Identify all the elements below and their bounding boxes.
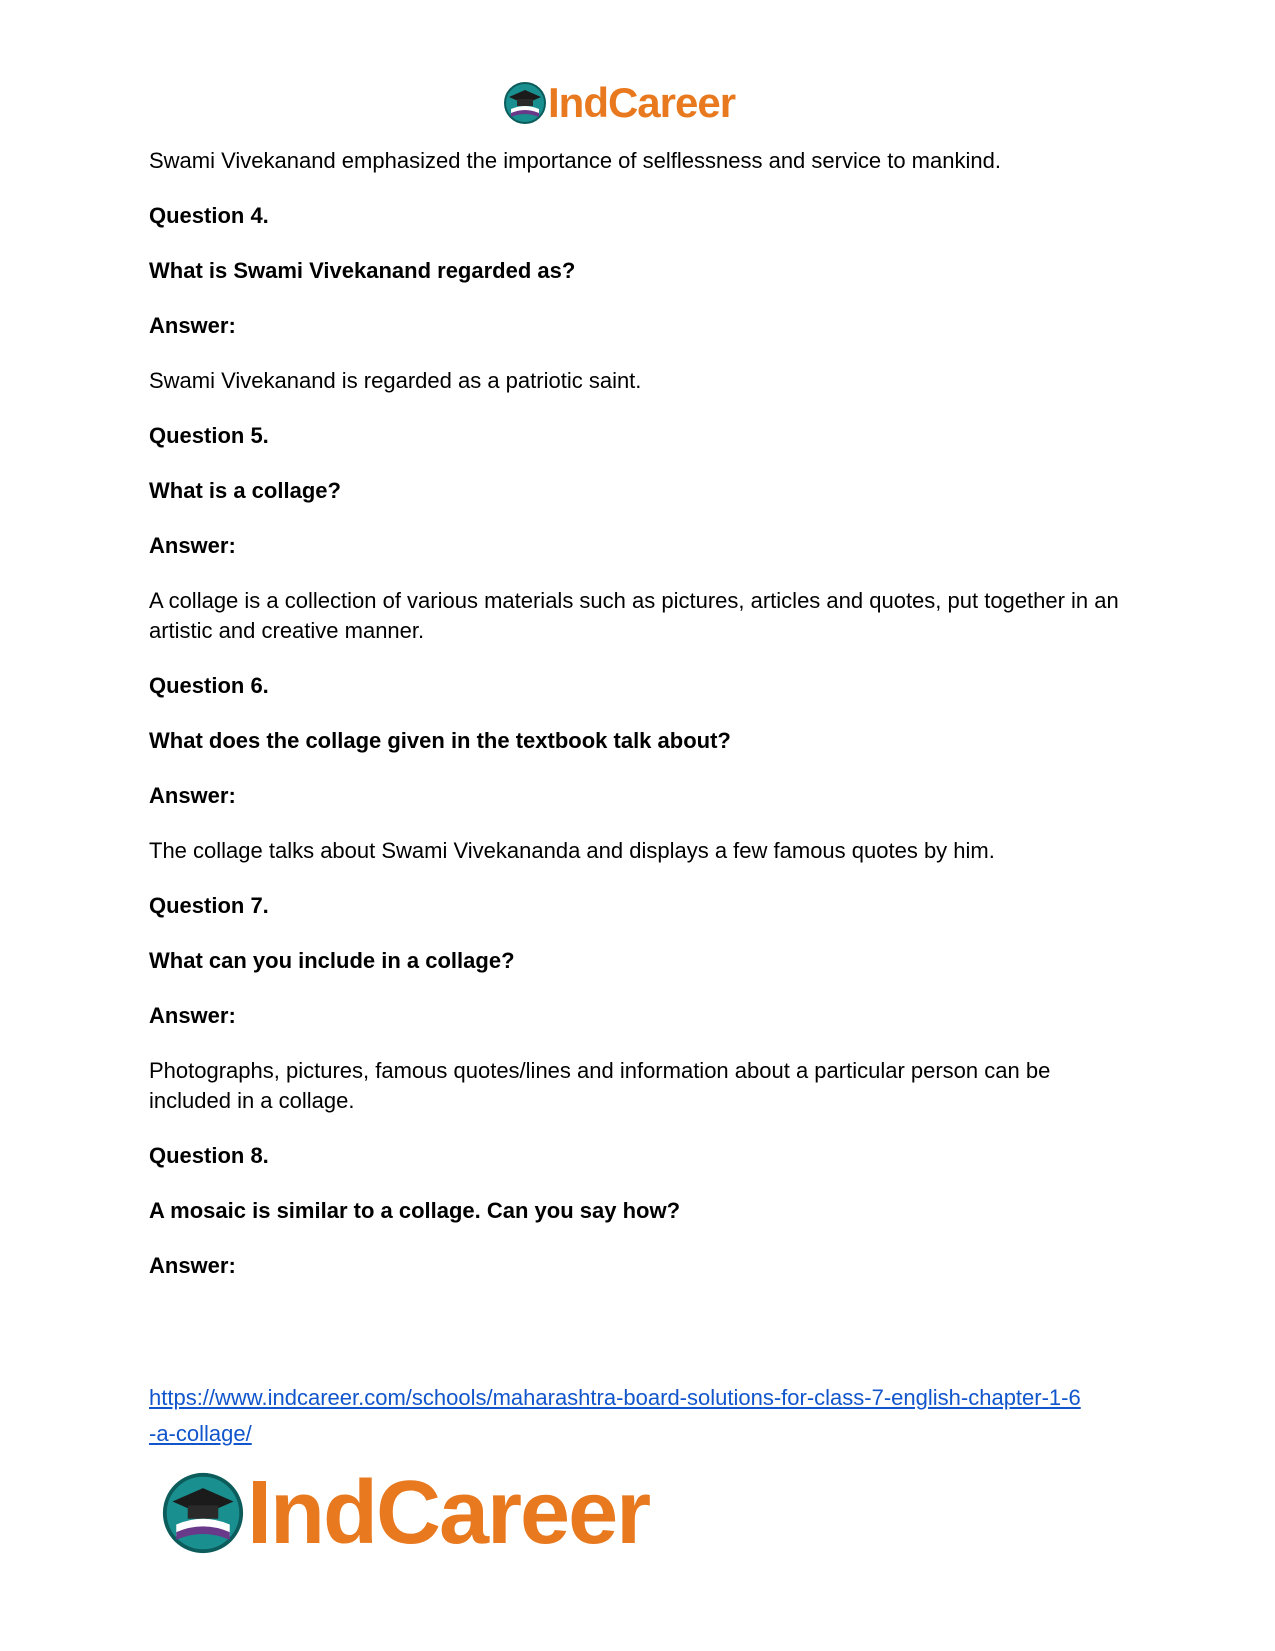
answer-6-label: Answer: (149, 783, 236, 808)
graduation-cap-book-icon (161, 1471, 245, 1555)
footer-logo (161, 1462, 650, 1563)
question-7-text: What can you include in a collage? (149, 948, 515, 973)
answer-5-label: Answer: (149, 533, 236, 558)
answer-4-text: Swami Vivekanand is regarded as a patriotic saint. (149, 368, 642, 393)
brand-wordmark: IndCareer (247, 1462, 650, 1563)
answer-7-text: Photographs, pictures, famous quotes/lines and information about a particular person can be included in a collage. (149, 1058, 1057, 1113)
source-link[interactable] (149, 1380, 1149, 1452)
source-link-line-1[interactable]: https://www.indcareer.com/schools/maharashtra-board-solutions-for-class-7-english-chapter-1-6 (149, 1385, 1081, 1410)
answer-5-text: A collage is a collection of various materials such as pictures, articles and quotes, put together in an artistic and creative manner. (149, 588, 1125, 643)
question-5-text: What is a collage? (149, 478, 341, 503)
answer-8-label: Answer: (149, 1253, 236, 1278)
question-4-label: Question 4. (149, 203, 269, 228)
question-8-text: A mosaic is similar to a collage. Can you say how? (149, 1198, 681, 1223)
answer-6-text: The collage talks about Swami Vivekananda and displays a few famous quotes by him. (149, 838, 995, 863)
brand-wordmark: IndCareer (548, 79, 736, 126)
answer-4-label: Answer: (149, 313, 236, 338)
answer-7-label: Answer: (149, 1003, 236, 1028)
source-link-line-2[interactable]: -a-collage/ (149, 1421, 252, 1446)
question-4-text: What is Swami Vivekanand regarded as? (149, 258, 576, 283)
header-logo (503, 78, 735, 128)
question-7-label: Question 7. (149, 893, 269, 918)
question-6-label: Question 6. (149, 673, 269, 698)
question-8-label: Question 8. (149, 1143, 269, 1168)
page-content (149, 146, 1129, 1306)
graduation-cap-book-icon (503, 81, 547, 125)
intro-answer-text: Swami Vivekanand emphasized the importance of selflessness and service to mankind. (149, 148, 1001, 173)
question-6-text: What does the collage given in the textbook talk about? (149, 728, 731, 753)
question-5-label: Question 5. (149, 423, 269, 448)
